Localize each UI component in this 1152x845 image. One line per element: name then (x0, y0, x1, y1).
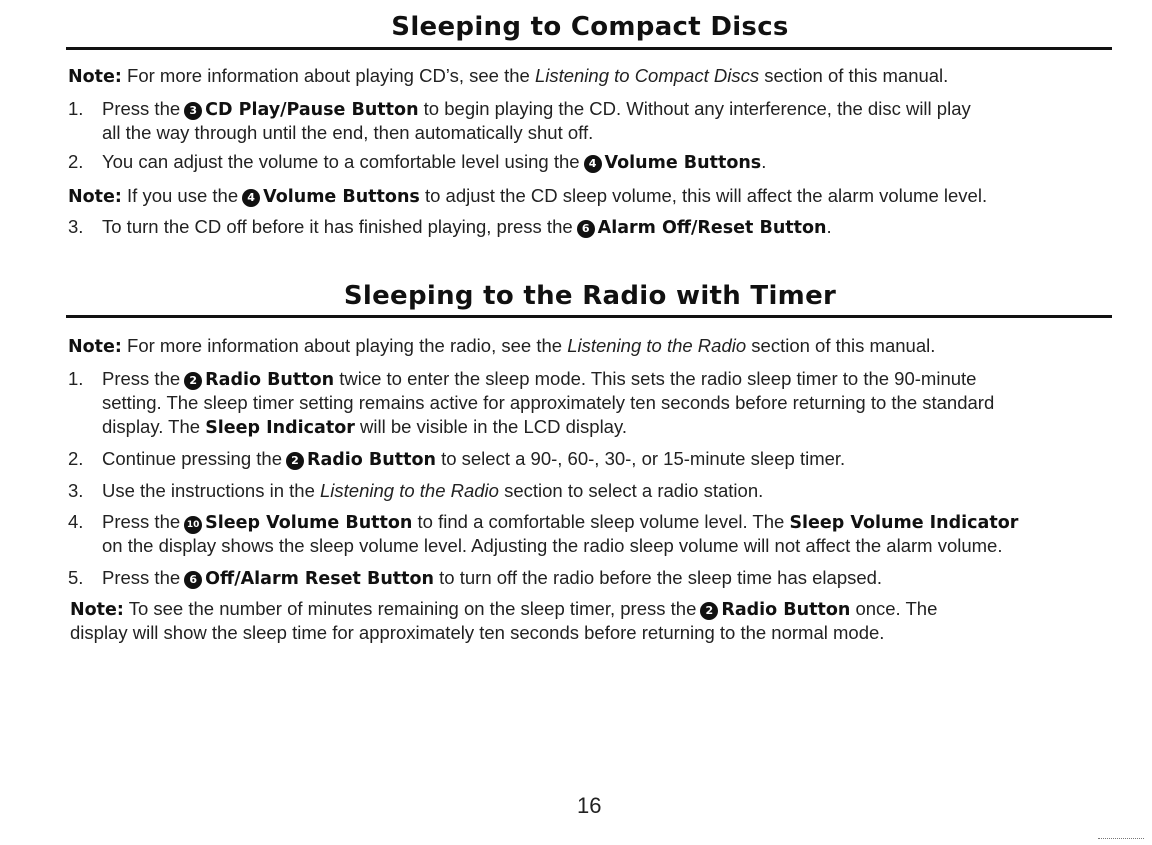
list-item-continuation: display. The Sleep Indicator will be visible in the LCD display. (102, 416, 627, 438)
button-number-icon: 6 (577, 220, 595, 238)
note-volume: Note: If you use the 4 Volume Buttons to adjust the CD sleep volume, this will affect the alarm volume level. (68, 185, 988, 207)
button-number-icon: 4 (242, 189, 260, 207)
list-item-continuation: on the display shows the sleep volume level. Adjusting the radio sleep volume will not affect the alarm volume. (102, 535, 1003, 556)
section-title-radio-timer: Sleeping to the Radio with Timer (343, 281, 837, 311)
button-number-icon: 2 (184, 372, 202, 390)
list-item: 2. You can adjust the volume to a comfortable level using the 4 Volume Buttons. (68, 151, 767, 173)
button-number-icon: 4 (584, 155, 602, 173)
button-number-icon: 2 (286, 452, 304, 470)
button-number-icon: 10 (184, 516, 202, 534)
section-title-compact-discs: Sleeping to Compact Discs (391, 12, 789, 42)
note-continuation: display will show the sleep time for approximately ten seconds before returning to the normal mode. (70, 622, 885, 643)
list-item: 5. Press the 6 Off/Alarm Reset Button to turn off the radio before the sleep time has elapsed. (68, 567, 883, 589)
note-sleep-remaining: Note: To see the number of minutes remaining on the sleep timer, press the 2 Radio Button once. The (70, 598, 938, 620)
title-rule (66, 315, 1112, 318)
note-cd-info: Note: For more information about playing CD’s, see the Listening to Compact Discs section of this manual. (68, 65, 949, 87)
list-item-continuation: setting. The sleep timer setting remains active for approximately ten seconds before returning to the standard (102, 392, 995, 413)
list-item: 1. Press the 2 Radio Button twice to enter the sleep mode. This sets the radio sleep timer to the 90-minute (68, 368, 977, 390)
button-number-icon: 6 (184, 571, 202, 589)
title-rule (66, 47, 1112, 50)
button-number-icon: 2 (700, 602, 718, 620)
list-item: 3. To turn the CD off before it has finished playing, press the 6 Alarm Off/Reset Button. (68, 216, 832, 238)
list-item: 1. Press the 3 CD Play/Pause Button to begin playing the CD. Without any interference, the disc will play (68, 98, 971, 120)
scan-artifact (1098, 838, 1144, 839)
list-item: 4. Press the 10 Sleep Volume Button to find a comfortable sleep volume level. The Sleep Volume Indicator (68, 511, 1019, 533)
button-number-icon: 3 (184, 102, 202, 120)
list-item: 2. Continue pressing the 2 Radio Button to select a 90-, 60-, 30-, or 15-minute sleep timer. (68, 448, 846, 470)
note-radio-info: Note: For more information about playing the radio, see the Listening to the Radio section of this manual. (68, 335, 936, 357)
page-number: 16 (577, 793, 602, 818)
list-item-continuation: all the way through until the end, then automatically shut off. (102, 122, 594, 143)
list-item: 3. Use the instructions in the Listening to the Radio section to select a radio station. (68, 480, 764, 501)
